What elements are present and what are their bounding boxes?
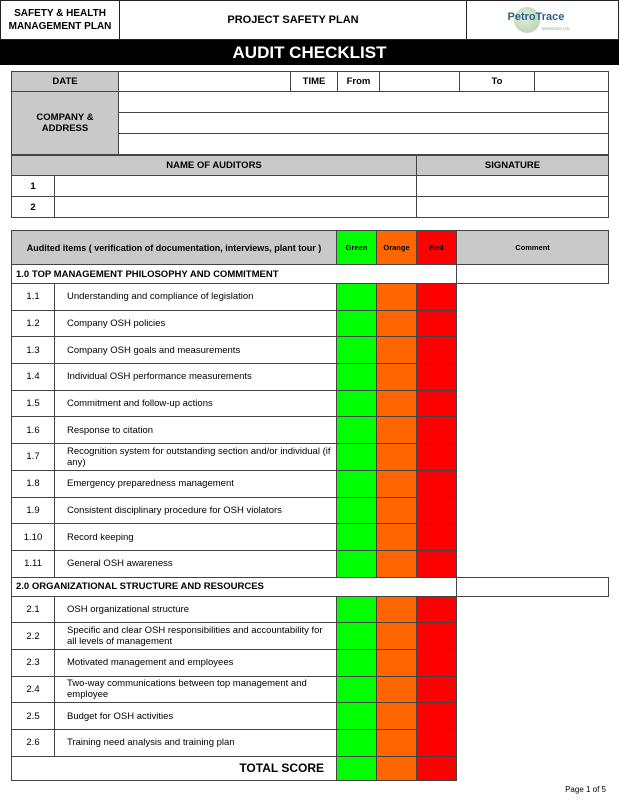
item-description: Recognition system for outstanding section and/or individual (if any) (55, 444, 337, 471)
red-rating-cell[interactable] (417, 284, 457, 311)
orange-rating-cell[interactable] (377, 649, 417, 676)
item-description: Individual OSH performance measurements (55, 364, 337, 391)
header-plan-name: SAFETY & HEALTH MANAGEMENT PLAN (1, 1, 120, 39)
audited-items-header: Audited items ( verification of documentation, interviews, plant tour ) (12, 231, 337, 265)
logo-subtext: SERVICES LTD (541, 26, 571, 31)
red-rating-cell[interactable] (417, 730, 457, 757)
green-rating-cell[interactable] (337, 417, 377, 444)
item-description: Understanding and compliance of legislation (55, 284, 337, 311)
green-rating-cell[interactable] (337, 649, 377, 676)
total-score-label: TOTAL SCORE (12, 756, 337, 780)
auditor-signature-field[interactable] (417, 176, 609, 197)
date-label: DATE (12, 72, 119, 92)
item-description: Emergency preparedness management (55, 470, 337, 497)
item-number: 1.3 (12, 337, 55, 364)
item-number: 1.11 (12, 550, 55, 577)
orange-rating-cell[interactable] (377, 730, 417, 757)
checklist-row (12, 703, 609, 730)
item-description: General OSH awareness (55, 550, 337, 577)
green-rating-cell[interactable] (337, 310, 377, 337)
logo-cell (467, 1, 618, 39)
item-description: Company OSH policies (55, 310, 337, 337)
green-rating-cell[interactable] (337, 623, 377, 650)
item-description: Budget for OSH activities (55, 703, 337, 730)
item-number: 2.2 (12, 623, 55, 650)
header-project-title: PROJECT SAFETY PLAN (120, 1, 467, 39)
red-rating-cell[interactable] (417, 337, 457, 364)
total-red-cell[interactable] (417, 756, 457, 780)
checklist-row (12, 730, 609, 757)
checklist-row (12, 649, 609, 676)
auditors-table (11, 155, 609, 218)
red-rating-cell[interactable] (417, 676, 457, 703)
auditor-name-header: NAME OF AUDITORS (12, 156, 417, 176)
auditor-name-field[interactable] (55, 197, 417, 218)
red-rating-cell[interactable] (417, 596, 457, 623)
red-rating-cell[interactable] (417, 444, 457, 471)
red-rating-cell[interactable] (417, 524, 457, 551)
orange-rating-cell[interactable] (377, 470, 417, 497)
checklist-row (12, 676, 609, 703)
red-header: Red (417, 231, 457, 265)
orange-rating-cell[interactable] (377, 676, 417, 703)
item-number: 1.7 (12, 444, 55, 471)
item-number: 1.4 (12, 364, 55, 391)
page-number: Page 1 of 5 (565, 785, 606, 794)
green-rating-cell[interactable] (337, 497, 377, 524)
item-description: Consistent disciplinary procedure for OSH violators (55, 497, 337, 524)
document-header (0, 0, 619, 40)
item-description: Motivated management and employees (55, 649, 337, 676)
item-number: 2.5 (12, 703, 55, 730)
item-number: 1.1 (12, 284, 55, 311)
green-rating-cell[interactable] (337, 337, 377, 364)
green-rating-cell[interactable] (337, 364, 377, 391)
item-description: Commitment and follow-up actions (55, 390, 337, 417)
red-rating-cell[interactable] (417, 390, 457, 417)
from-field[interactable] (380, 72, 460, 92)
green-rating-cell[interactable] (337, 550, 377, 577)
red-rating-cell[interactable] (417, 497, 457, 524)
to-field[interactable] (535, 72, 609, 92)
checklist-row (12, 623, 609, 650)
orange-rating-cell[interactable] (377, 497, 417, 524)
item-description: Record keeping (55, 524, 337, 551)
orange-rating-cell[interactable] (377, 417, 417, 444)
item-number: 1.9 (12, 497, 55, 524)
checklist-row (12, 284, 609, 311)
green-header: Green (337, 231, 377, 265)
checklist-row (12, 497, 609, 524)
orange-rating-cell[interactable] (377, 524, 417, 551)
orange-rating-cell[interactable] (377, 310, 417, 337)
green-rating-cell[interactable] (337, 596, 377, 623)
red-rating-cell[interactable] (417, 364, 457, 391)
item-description: Company OSH goals and measurements (55, 337, 337, 364)
green-rating-cell[interactable] (337, 470, 377, 497)
item-number: 1.5 (12, 390, 55, 417)
section-title: 2.0 ORGANIZATIONAL STRUCTURE AND RESOURCES (12, 577, 457, 596)
orange-rating-cell[interactable] (377, 623, 417, 650)
item-number: 1.8 (12, 470, 55, 497)
item-number: 1.2 (12, 310, 55, 337)
orange-rating-cell[interactable] (377, 703, 417, 730)
signature-header: SIGNATURE (417, 156, 609, 176)
checklist-row (12, 417, 609, 444)
item-number: 2.6 (12, 730, 55, 757)
auditor-name-field[interactable] (55, 176, 417, 197)
section-title: 1.0 TOP MANAGEMENT PHILOSOPHY AND COMMITMENT (12, 265, 457, 284)
orange-rating-cell[interactable] (377, 596, 417, 623)
green-rating-cell[interactable] (337, 390, 377, 417)
checklist-row (12, 444, 609, 471)
company-address-label: COMPANY & ADDRESS (12, 92, 119, 155)
total-empty (457, 756, 609, 780)
red-rating-cell[interactable] (417, 550, 457, 577)
red-rating-cell[interactable] (417, 310, 457, 337)
checklist-row (12, 310, 609, 337)
comment-field[interactable] (457, 265, 609, 284)
orange-rating-cell[interactable] (377, 444, 417, 471)
checklist-row (12, 524, 609, 551)
company-address-field-2[interactable] (119, 113, 609, 134)
item-number: 2.1 (12, 596, 55, 623)
red-rating-cell[interactable] (417, 649, 457, 676)
green-rating-cell[interactable] (337, 524, 377, 551)
company-logo (508, 5, 578, 35)
company-address-field-1[interactable] (119, 92, 609, 113)
orange-rating-cell[interactable] (377, 390, 417, 417)
info-table (11, 71, 609, 155)
item-description: Two-way communications between top management and employee (55, 676, 337, 703)
checklist-row (12, 550, 609, 577)
auditor-row-number: 2 (12, 197, 55, 218)
green-rating-cell[interactable] (337, 703, 377, 730)
green-rating-cell[interactable] (337, 676, 377, 703)
green-rating-cell[interactable] (337, 730, 377, 757)
item-number: 1.10 (12, 524, 55, 551)
orange-header: Orange (377, 231, 417, 265)
date-field[interactable] (119, 72, 291, 92)
checklist-row (12, 337, 609, 364)
orange-rating-cell[interactable] (377, 337, 417, 364)
auditor-signature-field[interactable] (417, 197, 609, 218)
item-number: 2.3 (12, 649, 55, 676)
green-rating-cell[interactable] (337, 284, 377, 311)
comment-field[interactable] (457, 577, 609, 596)
time-label: TIME (291, 72, 338, 92)
item-description: OSH organizational structure (55, 596, 337, 623)
item-description: Training need analysis and training plan (55, 730, 337, 757)
item-description: Response to citation (55, 417, 337, 444)
red-rating-cell[interactable] (417, 417, 457, 444)
green-rating-cell[interactable] (337, 444, 377, 471)
company-address-field-3[interactable] (119, 134, 609, 155)
checklist-table (11, 230, 609, 781)
page-title: AUDIT CHECKLIST (0, 40, 619, 65)
logo-text: PetroTrace (507, 11, 565, 23)
item-number: 1.6 (12, 417, 55, 444)
auditor-row-number: 1 (12, 176, 55, 197)
red-rating-cell[interactable] (417, 470, 457, 497)
checklist-row (12, 470, 609, 497)
orange-rating-cell[interactable] (377, 284, 417, 311)
comment-header: Comment (457, 231, 609, 265)
checklist-row (12, 596, 609, 623)
total-green-cell[interactable] (337, 756, 377, 780)
orange-rating-cell[interactable] (377, 364, 417, 391)
orange-rating-cell[interactable] (377, 550, 417, 577)
item-description: Specific and clear OSH responsibilities and accountability for all levels of management (55, 623, 337, 650)
checklist-row (12, 364, 609, 391)
red-rating-cell[interactable] (417, 623, 457, 650)
item-number: 2.4 (12, 676, 55, 703)
red-rating-cell[interactable] (417, 703, 457, 730)
total-orange-cell[interactable] (377, 756, 417, 780)
from-label: From (338, 72, 380, 92)
to-label: To (460, 72, 535, 92)
checklist-row (12, 390, 609, 417)
